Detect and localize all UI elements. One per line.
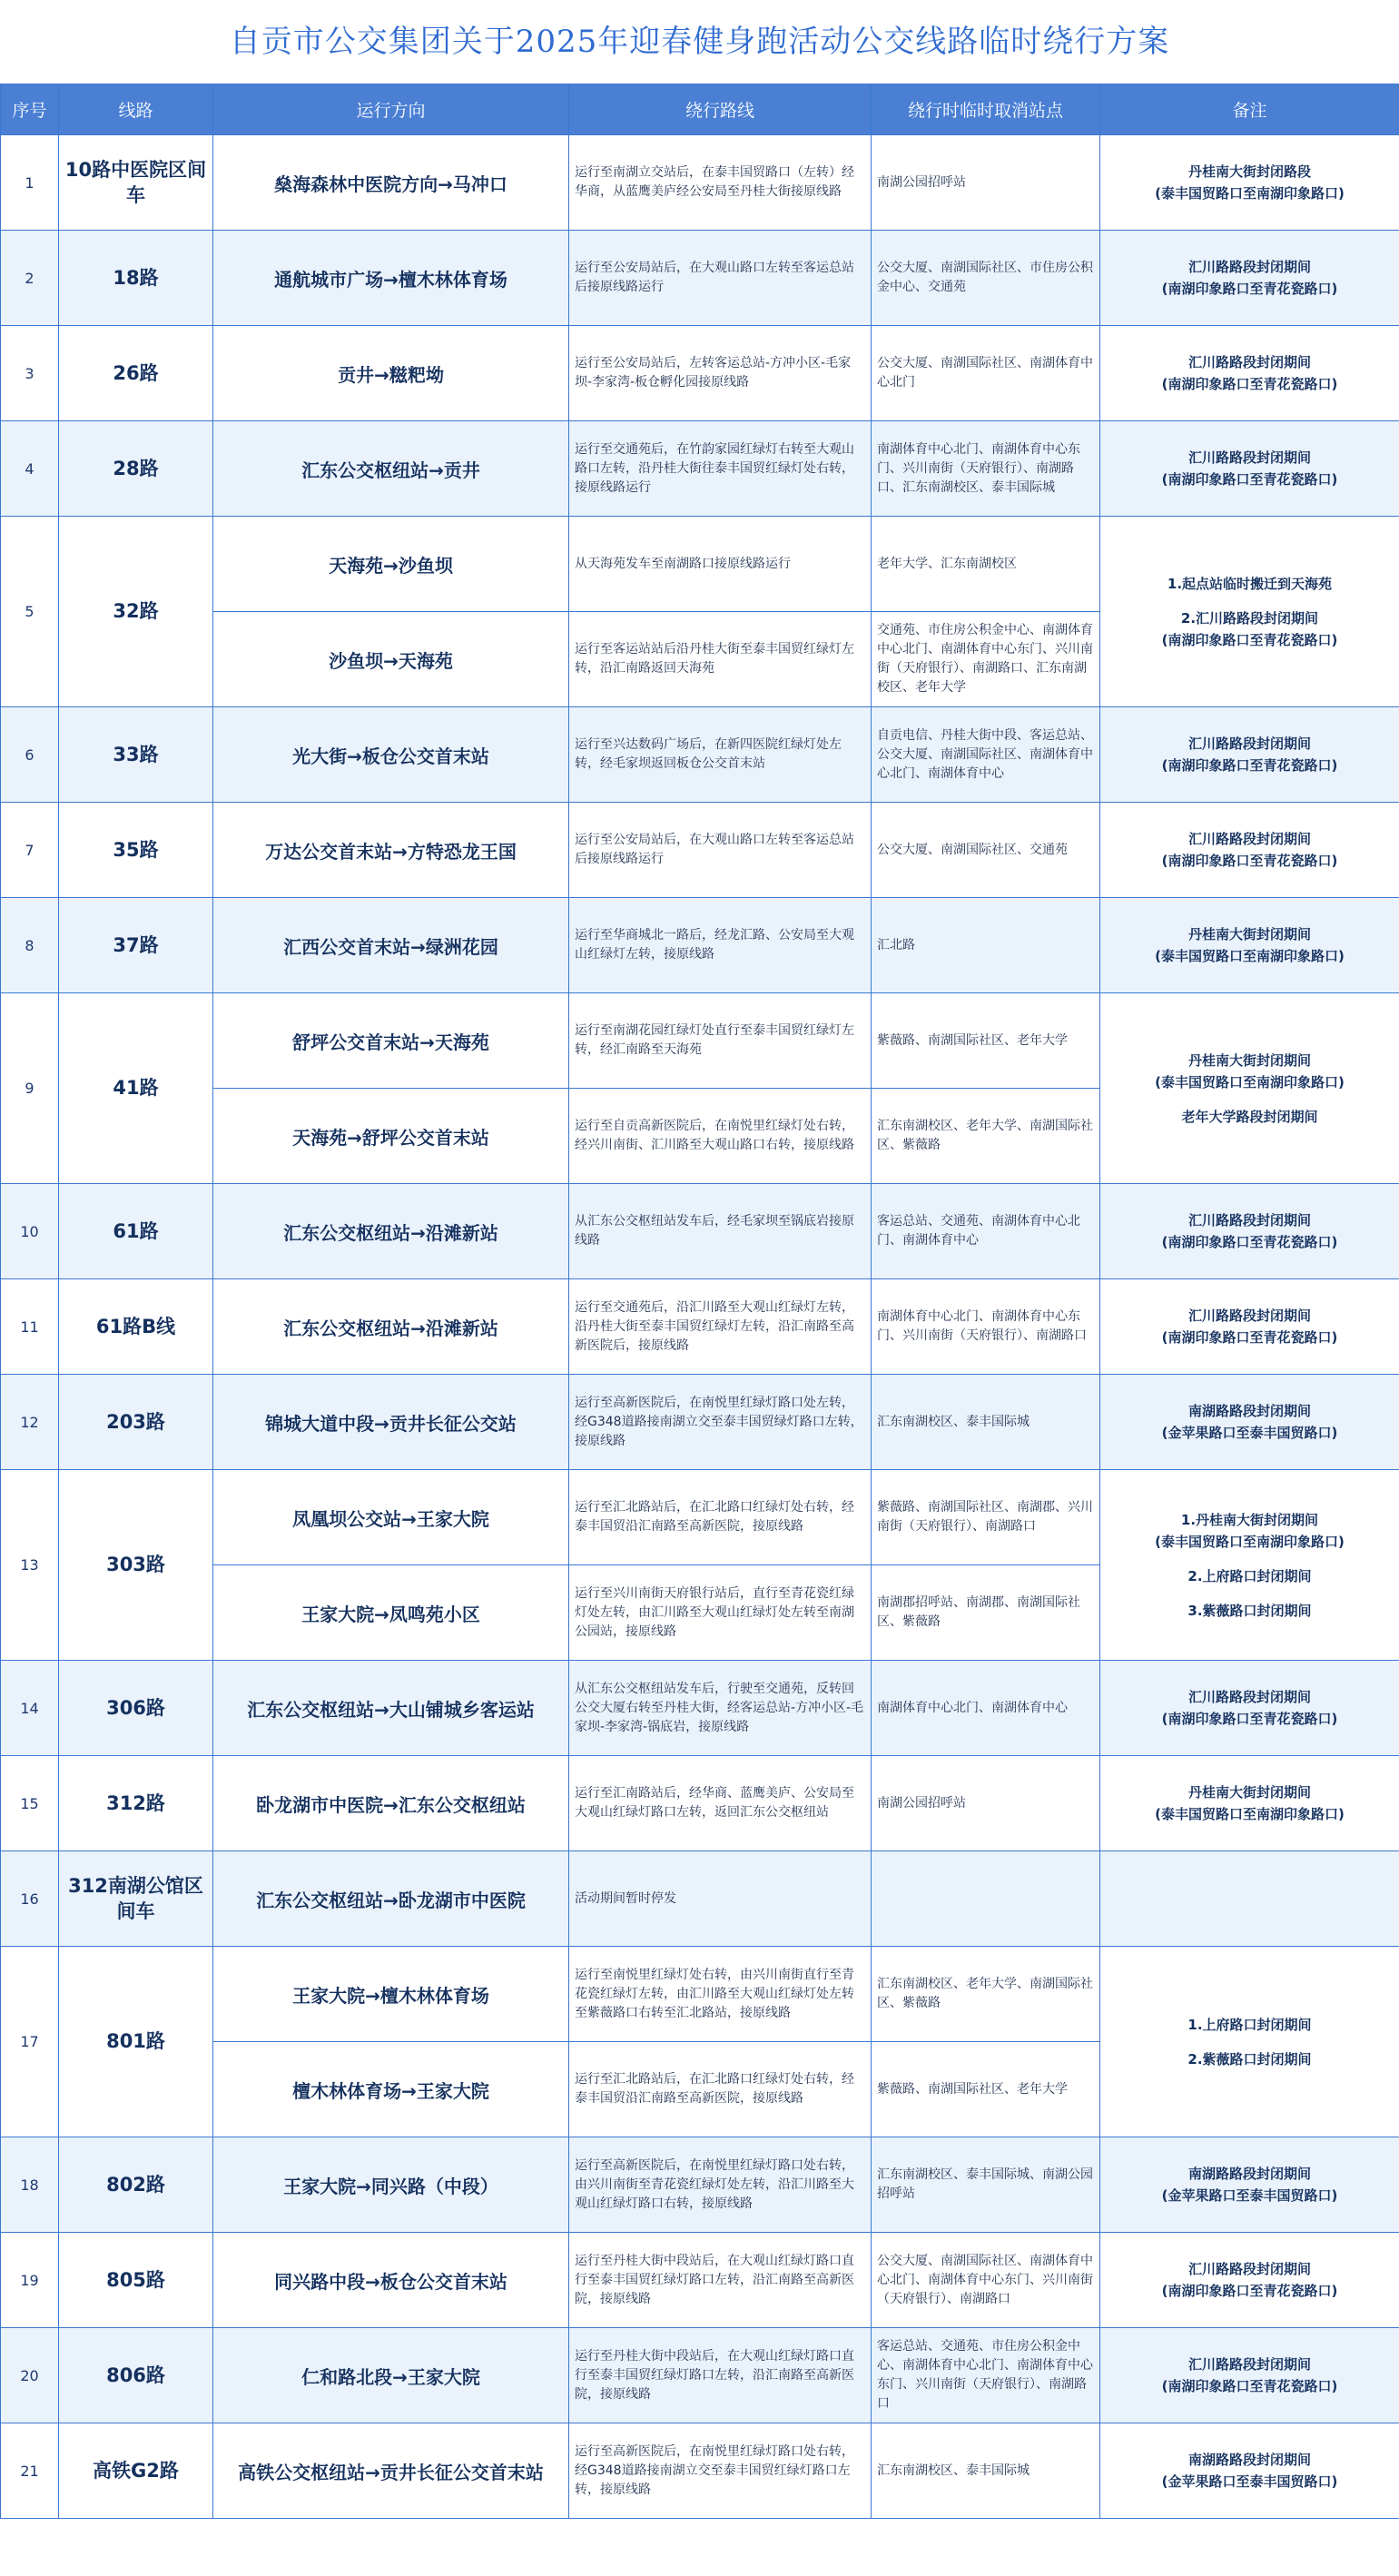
row-direction: 汇东公交枢纽站→沿滩新站: [213, 1184, 569, 1279]
row-seq: 19: [1, 2233, 59, 2328]
row-detour-route: 运行至自贡高新医院后，在南悦里红绿灯处右转，经兴川南街、汇川路至大观山路口右转，接原线路: [569, 1089, 872, 1184]
row-line: 203路: [59, 1375, 213, 1470]
row-notes: [1100, 2423, 1399, 2519]
row-seq: 2: [1, 231, 59, 326]
note-line: (南湖印象路口至青花瓷路口): [1161, 2283, 1338, 2299]
note-line: 汇川路路段封闭期间: [1187, 449, 1311, 466]
row-cancelled-stops: 自贡电信、丹桂大街中段、客运总站、公交大厦、南湖国际社区、南湖体育中心北门、南湖体育中心: [872, 707, 1100, 803]
table-row: [1, 2137, 1399, 2233]
row-cancelled-stops: 紫薇路、南湖国际社区、南湖郡、兴川南街（天府银行）、南湖路口: [872, 1470, 1100, 1565]
row-detour-route: 运行至高新医院后，在南悦里红绿灯路口处右转，由兴川南街至青花瓷红绿灯处左转，沿汇川路至大观山红绿灯路口右转，接原线路: [569, 2137, 872, 2233]
detour-table: [0, 84, 1399, 2519]
header-line: 线路: [59, 84, 213, 135]
row-detour-route: 运行至公安局站后，在大观山路口左转至客运总站后接原线路运行: [569, 231, 872, 326]
row-notes: [1100, 803, 1399, 898]
note-line: 丹桂南大街封闭路段: [1187, 163, 1311, 180]
row-seq: 6: [1, 707, 59, 803]
table-row: [1, 2328, 1399, 2423]
note-line: 汇川路路段封闭期间: [1187, 2356, 1311, 2373]
row-notes: [1100, 993, 1399, 1184]
note-line: (金苹果路口至泰丰国贸路口): [1161, 2187, 1338, 2204]
row-notes: [1100, 2328, 1399, 2423]
row-notes: [1100, 517, 1399, 707]
row-seq: 1: [1, 135, 59, 231]
row-cancelled-stops: 汇东南湖校区、泰丰国际城: [872, 2423, 1100, 2519]
row-seq: 16: [1, 1851, 59, 1947]
table-row: [1, 898, 1399, 993]
row-detour-route: 运行至汇北路站后，在汇北路口红绿灯处右转，经泰丰国贸沿汇南路至高新医院，接原线路: [569, 1470, 872, 1565]
row-cancelled-stops: 客运总站、交通苑、南湖体育中心北门、南湖体育中心: [872, 1184, 1100, 1279]
note-line: 2.上府路口封闭期间: [1187, 1567, 1312, 1584]
row-direction: 卧龙湖市中医院→汇东公交枢纽站: [213, 1756, 569, 1851]
row-cancelled-stops: 汇东南湖校区、泰丰国际城、南湖公园招呼站: [872, 2137, 1100, 2233]
row-cancelled-stops: 汇东南湖校区、老年大学、南湖国际社区、紫薇路: [872, 1089, 1100, 1184]
row-direction: 同兴路中段→板仓公交首末站: [213, 2233, 569, 2328]
note-line: 丹桂南大街封闭期间: [1187, 926, 1311, 943]
note-line: 汇川路路段封闭期间: [1187, 735, 1311, 752]
note-line: (南湖印象路口至青花瓷路口): [1161, 1711, 1338, 1727]
table-row: [1, 1661, 1399, 1756]
row-cancelled-stops: 汇东南湖校区、老年大学、南湖国际社区、紫薇路: [872, 1947, 1100, 2042]
table-row: [1, 517, 1399, 612]
note-line: (金苹果路口至泰丰国贸路口): [1161, 1425, 1338, 1441]
row-line: 28路: [59, 421, 213, 517]
note-line: 汇川路路段封闭期间: [1187, 259, 1311, 275]
note-line: 1.上府路口封闭期间: [1187, 2016, 1312, 2033]
row-direction: 光大街→板仓公交首末站: [213, 707, 569, 803]
table-row: [1, 993, 1399, 1089]
row-line: 10路中医院区间车: [59, 135, 213, 231]
row-line: 18路: [59, 231, 213, 326]
note-line: 老年大学路段封闭期间: [1181, 1108, 1318, 1125]
note-line: 南湖路路段封闭期间: [1187, 1403, 1311, 1419]
row-detour-route: 运行至兴川南街天府银行站后，直行至青花瓷红绿灯处左转，由汇川路至大观山红绿灯处左转至南湖公园站，接原线路: [569, 1565, 872, 1661]
row-seq: 12: [1, 1375, 59, 1470]
row-seq: 15: [1, 1756, 59, 1851]
row-cancelled-stops: 紫薇路、南湖国际社区、老年大学: [872, 993, 1100, 1089]
row-direction: 万达公交首末站→方特恐龙王国: [213, 803, 569, 898]
row-notes: [1100, 1851, 1399, 1947]
note-line: (南湖印象路口至青花瓷路口): [1161, 281, 1338, 297]
table-row: [1, 1184, 1399, 1279]
row-seq: 11: [1, 1279, 59, 1375]
row-detour-route: 运行至南湖立交站后，在泰丰国贸路口（左转）经华商，从蓝鹰美庐经公安局至丹桂大街接原线路: [569, 135, 872, 231]
header-cancelled-stops: 绕行时临时取消站点: [872, 84, 1100, 135]
row-direction: 凤凰坝公交站→王家大院: [213, 1470, 569, 1565]
note-line: 汇川路路段封闭期间: [1187, 354, 1311, 370]
note-line: 南湖路路段封闭期间: [1187, 2166, 1311, 2182]
row-seq: 13: [1, 1470, 59, 1661]
table-row: [1, 135, 1399, 231]
row-line: 303路: [59, 1470, 213, 1661]
row-detour-route: 运行至华商城北一路后，经龙汇路、公安局至大观山红绿灯左转，接原线路: [569, 898, 872, 993]
row-direction: 贡井→糍粑坳: [213, 326, 569, 421]
row-line: 802路: [59, 2137, 213, 2233]
row-seq: 21: [1, 2423, 59, 2519]
row-direction: 沙鱼坝→天海苑: [213, 612, 569, 707]
header-direction: 运行方向: [213, 84, 569, 135]
row-line: 61路B线: [59, 1279, 213, 1375]
note-line: (泰丰国贸路口至南湖印象路口): [1155, 1533, 1345, 1550]
note-line: 2.汇川路路段封闭期间: [1180, 609, 1319, 627]
row-direction: 仁和路北段→王家大院: [213, 2328, 569, 2423]
row-line: 26路: [59, 326, 213, 421]
row-notes: [1100, 1947, 1399, 2137]
row-line: 806路: [59, 2328, 213, 2423]
note-line: 2.紫薇路口封闭期间: [1187, 2050, 1312, 2068]
table-header-row: [1, 84, 1399, 135]
table-row: [1, 1756, 1399, 1851]
table-body: [1, 135, 1399, 2519]
note-line: (泰丰国贸路口至南湖印象路口): [1155, 1073, 1345, 1091]
row-detour-route: 运行至公安局站后，左转客运总站-方冲小区-毛家坝-李家湾-板仓孵化园接原线路: [569, 326, 872, 421]
row-direction: 燊海森林中医院方向→马冲口: [213, 135, 569, 231]
row-seq: 8: [1, 898, 59, 993]
row-detour-route: 运行至客运站站后沿丹桂大街至泰丰国贸红绿灯左转，沿汇南路返回天海苑: [569, 612, 872, 707]
row-seq: 10: [1, 1184, 59, 1279]
row-direction: 汇东公交枢纽站→卧龙湖市中医院: [213, 1851, 569, 1947]
row-detour-route: 运行至汇南路站后，经华商、蓝鹰美庐、公安局至大观山红绿灯路口左转，返回汇东公交枢纽站: [569, 1756, 872, 1851]
row-cancelled-stops: 汇北路: [872, 898, 1100, 993]
table-row: [1, 326, 1399, 421]
note-line: 丹桂南大街封闭期间: [1187, 1051, 1311, 1069]
row-notes: [1100, 1756, 1399, 1851]
note-line: (南湖印象路口至青花瓷路口): [1161, 376, 1338, 392]
row-notes: [1100, 1279, 1399, 1375]
row-direction: 锦城大道中段→贡井长征公交站: [213, 1375, 569, 1470]
row-line: 37路: [59, 898, 213, 993]
row-direction: 舒坪公交首末站→天海苑: [213, 993, 569, 1089]
note-line: (南湖印象路口至青花瓷路口): [1161, 853, 1338, 869]
row-seq: 14: [1, 1661, 59, 1756]
row-seq: 18: [1, 2137, 59, 2233]
row-seq: 9: [1, 993, 59, 1184]
table-row: [1, 2423, 1399, 2519]
row-line: 306路: [59, 1661, 213, 1756]
note-line: (南湖印象路口至青花瓷路口): [1161, 1234, 1338, 1250]
row-detour-route: 运行至兴达数码广场后，在新四医院红绿灯处左转，经毛家坝返回板仓公交首末站: [569, 707, 872, 803]
row-detour-route: 运行至高新医院后，在南悦里红绿灯路口处右转，经G348道路接南湖立交至泰丰国贸红绿灯路口左转，接原线路: [569, 2423, 872, 2519]
row-detour-route: 运行至交通苑后，沿汇川路至大观山红绿灯左转，沿丹桂大街至泰丰国贸红绿灯左转，沿汇南路至高新医院后，接原线路: [569, 1279, 872, 1375]
table-row: [1, 421, 1399, 517]
row-direction: 汇东公交枢纽站→大山铺城乡客运站: [213, 1661, 569, 1756]
row-detour-route: 活动期间暂时停发: [569, 1851, 872, 1947]
row-line: 32路: [59, 517, 213, 707]
row-detour-route: 从汇东公交枢纽站发车后，行驶至交通苑，反转回公交大厦右转至丹桂大街，经客运总站-方冲小区-毛家坝-李家湾-锅底岩，接原线路: [569, 1661, 872, 1756]
row-direction: 王家大院→同兴路（中段）: [213, 2137, 569, 2233]
row-detour-route: 运行至丹桂大街中段站后，在大观山红绿灯路口直行至泰丰国贸红绿灯路口左转，沿汇南路至高新医院，接原线路: [569, 2328, 872, 2423]
row-direction: 檀木林体育场→王家大院: [213, 2042, 569, 2137]
row-notes: [1100, 1184, 1399, 1279]
row-line: 33路: [59, 707, 213, 803]
row-line: 805路: [59, 2233, 213, 2328]
row-detour-route: 运行至丹桂大街中段站后，在大观山红绿灯路口直行至泰丰国贸红绿灯路口左转，沿汇南路至高新医院，接原线路: [569, 2233, 872, 2328]
note-line: 丹桂南大街封闭期间: [1187, 1784, 1311, 1801]
row-cancelled-stops: 客运总站、交通苑、市住房公积金中心、南湖体育中心北门、南湖体育中心东门、兴川南街（天府银行）、南湖路口: [872, 2328, 1100, 2423]
note-line: (南湖印象路口至青花瓷路口): [1161, 471, 1338, 488]
row-detour-route: 运行至南湖花园红绿灯处直行至泰丰国贸红绿灯左转，经汇南路至天海苑: [569, 993, 872, 1089]
note-line: (泰丰国贸路口至南湖印象路口): [1155, 948, 1345, 964]
row-line: 312路: [59, 1756, 213, 1851]
table-row: [1, 2233, 1399, 2328]
row-cancelled-stops: 公交大厦、南湖国际社区、交通苑: [872, 803, 1100, 898]
row-direction: 汇东公交枢纽站→沿滩新站: [213, 1279, 569, 1375]
row-line: 41路: [59, 993, 213, 1184]
note-line: 汇川路路段封闭期间: [1187, 1308, 1311, 1324]
row-line: 801路: [59, 1947, 213, 2137]
row-cancelled-stops: 交通苑、市住房公积金中心、南湖体育中心北门、南湖体育中心东门、兴川南街（天府银行）、南湖路口、汇东南湖校区、老年大学: [872, 612, 1100, 707]
row-detour-route: 运行至交通苑后，在竹韵家园红绿灯右转至大观山路口左转，沿丹桂大街往泰丰国贸红绿灯处右转，接原线路运行: [569, 421, 872, 517]
row-seq: 20: [1, 2328, 59, 2423]
row-notes: [1100, 326, 1399, 421]
table-row: [1, 1470, 1399, 1565]
row-direction: 通航城市广场→檀木林体育场: [213, 231, 569, 326]
row-cancelled-stops: 南湖郡招呼站、南湖郡、南湖国际社区、紫薇路: [872, 1565, 1100, 1661]
row-seq: 17: [1, 1947, 59, 2137]
row-seq: 4: [1, 421, 59, 517]
row-notes: [1100, 707, 1399, 803]
row-cancelled-stops: 公交大厦、南湖国际社区、南湖体育中心北门、南湖体育中心东门、兴川南街（天府银行）、南湖路口: [872, 2233, 1100, 2328]
row-seq: 7: [1, 803, 59, 898]
table-row: [1, 1279, 1399, 1375]
note-line: (南湖印象路口至青花瓷路口): [1161, 2378, 1338, 2394]
row-direction: 汇西公交首末站→绿洲花园: [213, 898, 569, 993]
row-cancelled-stops: [872, 1851, 1100, 1947]
table-row: [1, 1851, 1399, 1947]
note-line: (南湖印象路口至青花瓷路口): [1161, 757, 1338, 774]
row-notes: [1100, 1470, 1399, 1661]
row-detour-route: 从天海苑发车至南湖路口接原线路运行: [569, 517, 872, 612]
row-line: 高铁G2路: [59, 2423, 213, 2519]
row-seq: 3: [1, 326, 59, 421]
row-detour-route: 运行至公安局站后，在大观山路口左转至客运总站后接原线路运行: [569, 803, 872, 898]
row-line: 61路: [59, 1184, 213, 1279]
note-line: 汇川路路段封闭期间: [1187, 2261, 1311, 2277]
row-detour-route: 运行至高新医院后，在南悦里红绿灯路口处左转，经G348道路接南湖立交至泰丰国贸绿灯路口左转，接原线路: [569, 1375, 872, 1470]
row-seq: 5: [1, 517, 59, 707]
row-line: 35路: [59, 803, 213, 898]
note-line: 汇川路路段封闭期间: [1187, 1212, 1311, 1229]
page-title: 自贡市公交集团关于2025年迎春健身跑活动公交线路临时绕行方案: [229, 24, 1170, 60]
row-cancelled-stops: 紫薇路、南湖国际社区、老年大学: [872, 2042, 1100, 2137]
row-cancelled-stops: 汇东南湖校区、泰丰国际城: [872, 1375, 1100, 1470]
note-line: 汇川路路段封闭期间: [1187, 1689, 1311, 1705]
table-row: [1, 1375, 1399, 1470]
row-detour-route: 从汇东公交枢纽站发车后，经毛家坝至锅底岩接原线路: [569, 1184, 872, 1279]
note-line: (南湖印象路口至青花瓷路口): [1161, 631, 1338, 648]
row-cancelled-stops: 老年大学、汇东南湖校区: [872, 517, 1100, 612]
row-notes: [1100, 231, 1399, 326]
row-line: 312南湖公馆区间车: [59, 1851, 213, 1947]
row-cancelled-stops: 南湖公园招呼站: [872, 1756, 1100, 1851]
note-line: (泰丰国贸路口至南湖印象路口): [1155, 185, 1345, 202]
row-notes: [1100, 1661, 1399, 1756]
row-cancelled-stops: 南湖体育中心北门、南湖体育中心东门、兴川南街（天府银行）、南湖路口、汇东南湖校区、泰丰国际城: [872, 421, 1100, 517]
header-notes: 备注: [1100, 84, 1399, 135]
row-notes: [1100, 135, 1399, 231]
note-line: 3.紫薇路口封闭期间: [1187, 1602, 1312, 1619]
row-notes: [1100, 2137, 1399, 2233]
row-cancelled-stops: 公交大厦、南湖国际社区、南湖体育中心北门: [872, 326, 1100, 421]
note-line: 汇川路路段封闭期间: [1187, 831, 1311, 847]
note-line: 1.丹桂南大街封闭期间: [1180, 1511, 1319, 1528]
row-detour-route: 运行至南悦里红绿灯处右转，由兴川南街直行至青花瓷红绿灯左转，由汇川路至大观山红绿灯处左转至紫薇路口右转至汇北路站，接原线路: [569, 1947, 872, 2042]
row-direction: 王家大院→凤鸣苑小区: [213, 1565, 569, 1661]
table-row: [1, 707, 1399, 803]
row-notes: [1100, 1375, 1399, 1470]
row-cancelled-stops: 南湖体育中心北门、南湖体育中心: [872, 1661, 1100, 1756]
note-line: (南湖印象路口至青花瓷路口): [1161, 1329, 1338, 1346]
row-detour-route: 运行至汇北路站后，在汇北路口红绿灯处右转，经泰丰国贸沿汇南路至高新医院，接原线路: [569, 2042, 872, 2137]
table-row: [1, 803, 1399, 898]
header-detour-route: 绕行路线: [569, 84, 872, 135]
header-seq: 序号: [1, 84, 59, 135]
row-direction: 汇东公交枢纽站→贡井: [213, 421, 569, 517]
row-notes: [1100, 898, 1399, 993]
note-line: 南湖路路段封闭期间: [1187, 2452, 1311, 2468]
row-cancelled-stops: 南湖体育中心北门、南湖体育中心东门、兴川南街（天府银行）、南湖路口: [872, 1279, 1100, 1375]
row-notes: [1100, 2233, 1399, 2328]
note-line: (金苹果路口至泰丰国贸路口): [1161, 2473, 1338, 2490]
row-cancelled-stops: 公交大厦、南湖国际社区、市住房公积金中心、交通苑: [872, 231, 1100, 326]
note-line: 1.起点站临时搬迁到天海苑: [1167, 575, 1333, 592]
table-row: [1, 231, 1399, 326]
table-row: [1, 1947, 1399, 2042]
row-direction: 王家大院→檀木林体育场: [213, 1947, 569, 2042]
row-direction: 天海苑→沙鱼坝: [213, 517, 569, 612]
row-notes: [1100, 421, 1399, 517]
row-direction: 高铁公交枢纽站→贡井长征公交首末站: [213, 2423, 569, 2519]
note-line: (泰丰国贸路口至南湖印象路口): [1155, 1806, 1345, 1822]
row-direction: 天海苑→舒坪公交首末站: [213, 1089, 569, 1184]
row-cancelled-stops: 南湖公园招呼站: [872, 135, 1100, 231]
